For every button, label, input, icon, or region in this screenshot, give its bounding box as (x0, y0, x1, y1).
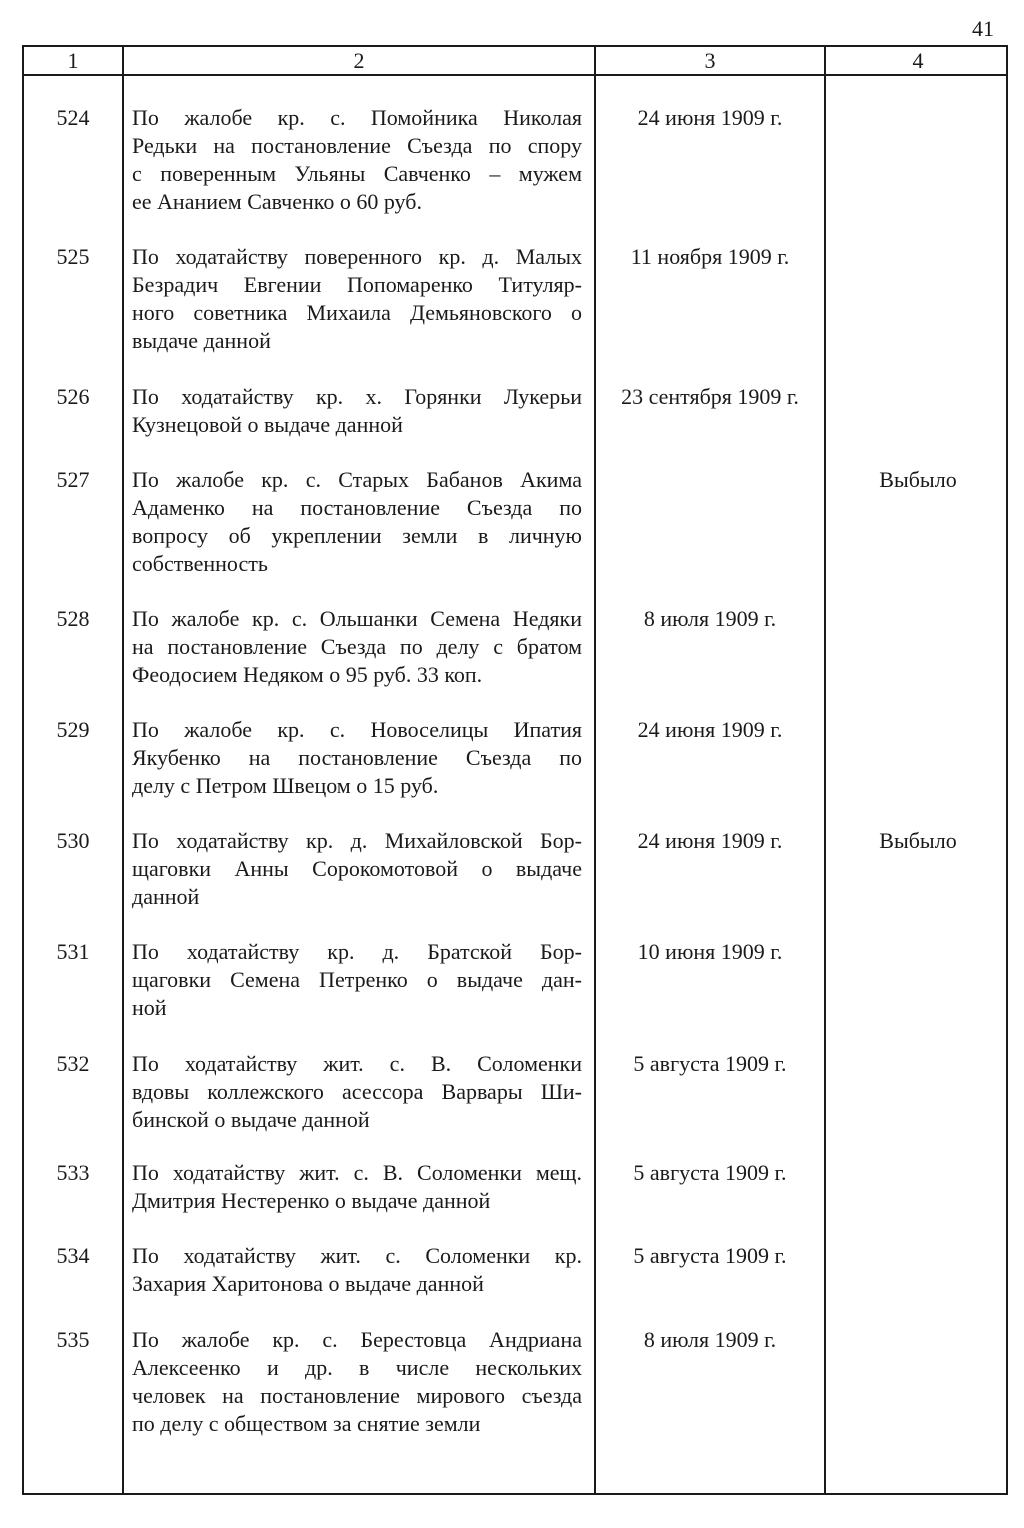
row-number: 535 (56, 1327, 90, 1352)
description-line: собственность (132, 551, 268, 576)
row-description (132, 1159, 582, 1215)
description-line: Кузнецовой о выдаче данной (132, 412, 403, 437)
description-line: ной (132, 995, 167, 1020)
row-number: 534 (56, 1243, 90, 1268)
column-header-3: 3 (704, 48, 716, 73)
description-line: бинской о выдаче данной (132, 1107, 370, 1132)
row-description (132, 1050, 582, 1134)
description-line: По ходатайству поверенного кр. д. Малых (132, 244, 582, 269)
row-description (132, 1242, 582, 1298)
description-line: По ходатайству жит. с. Соломенки кр. (132, 1243, 582, 1268)
description-line: Дмитрия Нестеренко о выдаче данной (132, 1188, 491, 1213)
description-line: Феодосием Недяком о 95 руб. 33 коп. (132, 662, 483, 687)
description-line: Захария Харитонова о выдаче данной (132, 1271, 484, 1296)
description-line: на постановление Съезда по делу с братом (132, 634, 582, 659)
description-line: Безрадич Евгении Попомаренко Титуляр- (132, 272, 582, 297)
description-line: Якубенко на постановление Съезда по (132, 745, 582, 770)
description-line: делу с Петром Швецом о 15 руб. (132, 773, 439, 798)
row-date: 5 августа 1909 г. (633, 1051, 787, 1076)
column-header-2: 2 (353, 48, 365, 73)
description-line: данной (132, 884, 200, 909)
row-date: 5 августа 1909 г. (633, 1243, 787, 1268)
row-date: 11 ноября 1909 г. (630, 244, 790, 269)
row-description (132, 716, 582, 800)
row-number: 531 (56, 939, 90, 964)
row-number: 526 (56, 384, 90, 409)
header-divider (24, 74, 1006, 76)
row-number: 525 (56, 244, 90, 269)
description-line: Алексеенко и др. в числе нескольких (132, 1355, 582, 1380)
row-date: 23 сентября 1909 г. (621, 384, 799, 409)
row-note: Выбыло (879, 467, 957, 492)
description-line: Редьки на постановление Съезда по спору (132, 133, 582, 158)
description-line: По ходатайству жит. с. В. Соломенки (132, 1051, 582, 1076)
row-date: 8 июля 1909 г. (643, 1327, 777, 1352)
description-line: По жалобе кр. с. Новоселицы Ипатия (132, 717, 582, 742)
row-description (132, 827, 582, 911)
column-header-4: 4 (912, 48, 924, 73)
description-line: По жалобе кр. с. Помойника Николая (132, 105, 582, 130)
row-description (132, 605, 582, 689)
row-number: 528 (56, 606, 90, 631)
row-description (132, 938, 582, 1022)
column-divider (122, 47, 124, 1493)
description-line: По ходатайству кр. х. Горянки Лукерьи (132, 384, 582, 409)
description-line: По ходатайству кр. д. Михайловской Бор- (132, 828, 582, 853)
row-description (132, 243, 582, 355)
row-date: 24 июня 1909 г. (637, 105, 783, 130)
description-line: выдаче данной (132, 328, 271, 353)
description-line: ее Ананием Савченко о 60 руб. (132, 189, 422, 214)
row-description (132, 383, 582, 439)
row-number: 532 (56, 1051, 90, 1076)
description-line: По жалобе кр. с. Ольшанки Семена Недяки (132, 606, 582, 631)
description-line: щаговки Анны Сорокомотовой о выдаче (132, 856, 582, 881)
description-line: Адаменко на постановление Съезда по (132, 495, 582, 520)
row-number: 524 (56, 105, 90, 130)
row-description (132, 1326, 582, 1438)
description-line: с поверенным Ульяны Савченко – мужем (132, 161, 582, 186)
description-line: ного советника Михаила Демьяновского о (132, 300, 582, 325)
description-line: вдовы коллежского асессора Варвары Ши- (132, 1079, 582, 1104)
description-line: По ходатайству жит. с. В. Соломенки мещ. (132, 1160, 582, 1185)
column-divider (824, 47, 826, 1493)
row-description (132, 466, 582, 578)
row-date: 24 июня 1909 г. (637, 717, 783, 742)
row-description (132, 104, 582, 216)
row-date: 5 августа 1909 г. (633, 1160, 787, 1185)
row-note: Выбыло (879, 828, 957, 853)
row-number: 533 (56, 1160, 90, 1185)
description-line: По ходатайству кр. д. Братской Бор- (132, 939, 582, 964)
description-line: человек на постановление мирового съезда (132, 1383, 582, 1408)
description-line: щаговки Семена Петренко о выдаче дан- (132, 967, 582, 992)
description-line: вопросу об укреплении земли в личную (132, 523, 582, 548)
page-number: 41 (972, 16, 994, 41)
row-date: 8 июля 1909 г. (643, 606, 777, 631)
column-header-1: 1 (67, 48, 79, 73)
description-line: По жалобе кр. с. Старых Бабанов Акима (132, 467, 582, 492)
row-number: 530 (56, 828, 90, 853)
description-line: по делу с обществом за снятие земли (132, 1411, 481, 1436)
register-table (22, 45, 1008, 1495)
row-date: 24 июня 1909 г. (637, 828, 783, 853)
row-number: 529 (56, 717, 90, 742)
row-number: 527 (56, 467, 90, 492)
description-line: По жалобе кр. с. Берестовца Андриана (132, 1327, 582, 1352)
row-date: 10 июня 1909 г. (637, 939, 783, 964)
